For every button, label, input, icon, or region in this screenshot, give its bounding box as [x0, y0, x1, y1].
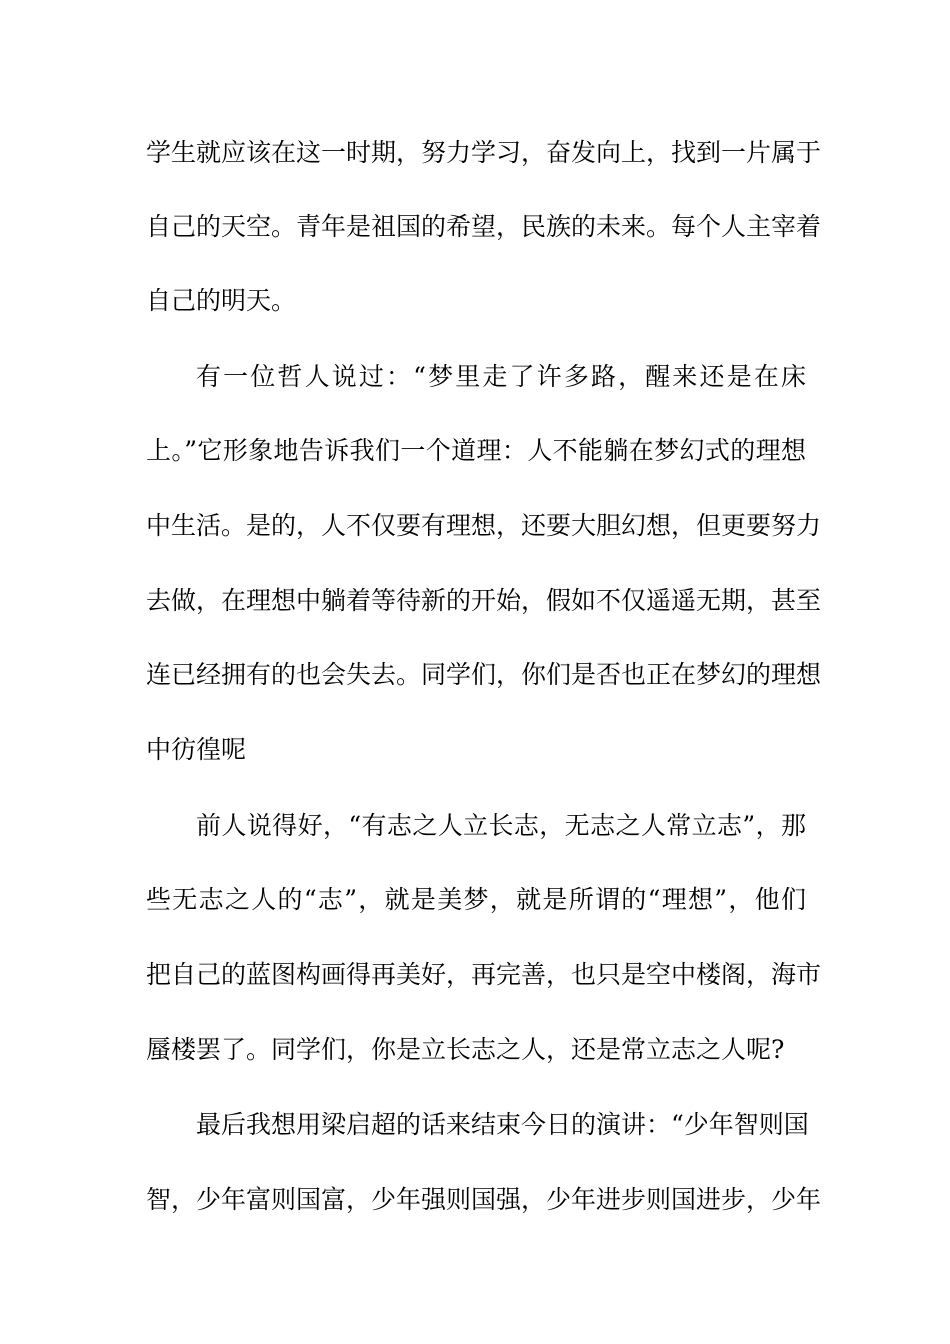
- text-line: 些无志之人的“志”，就是美梦，就是所谓的“理想”，他们: [146, 885, 806, 914]
- text-line: 自己的天空。青年是祖国的希望，民族的未来。每个人主宰着: [146, 212, 822, 241]
- text-line: 自己的明天。: [146, 286, 297, 315]
- text-line: 学生就应该在这一时期，努力学习，奋发向上，找到一片属于: [146, 138, 822, 167]
- text-line: 中生活。是的，人不仅要有理想，还要大胆幻想，但更要努力: [146, 511, 822, 540]
- paragraph-first-line: 有一位哲人说过：“梦里走了许多路，醒来还是在床: [196, 362, 806, 391]
- paragraph-first-line: 前人说得好，“有志之人立长志，无志之人常立志”，那: [196, 811, 806, 840]
- paragraph-first-line: 最后我想用梁启超的话来结束今日的演讲：“少年智则国: [196, 1110, 809, 1139]
- text-line: 连已经拥有的也会失去。同学们，你们是否也正在梦幻的理想: [146, 660, 822, 689]
- text-line: 中彷徨呢: [146, 735, 247, 764]
- text-line: 去做，在理想中躺着等待新的开始，假如不仅遥遥无期，甚至: [146, 586, 822, 615]
- text-line: 智，少年富则国富，少年强则国强，少年进步则国进步，少年: [146, 1185, 822, 1214]
- text-line: 上。”它形象地告诉我们一个道理：人不能躺在梦幻式的理想: [146, 436, 806, 465]
- text-line: 把自己的蓝图构画得再美好，再完善，也只是空中楼阁，海市: [146, 960, 822, 989]
- text-line: 蜃楼罢了。同学们，你是立长志之人，还是常立志之人呢?: [146, 1035, 785, 1064]
